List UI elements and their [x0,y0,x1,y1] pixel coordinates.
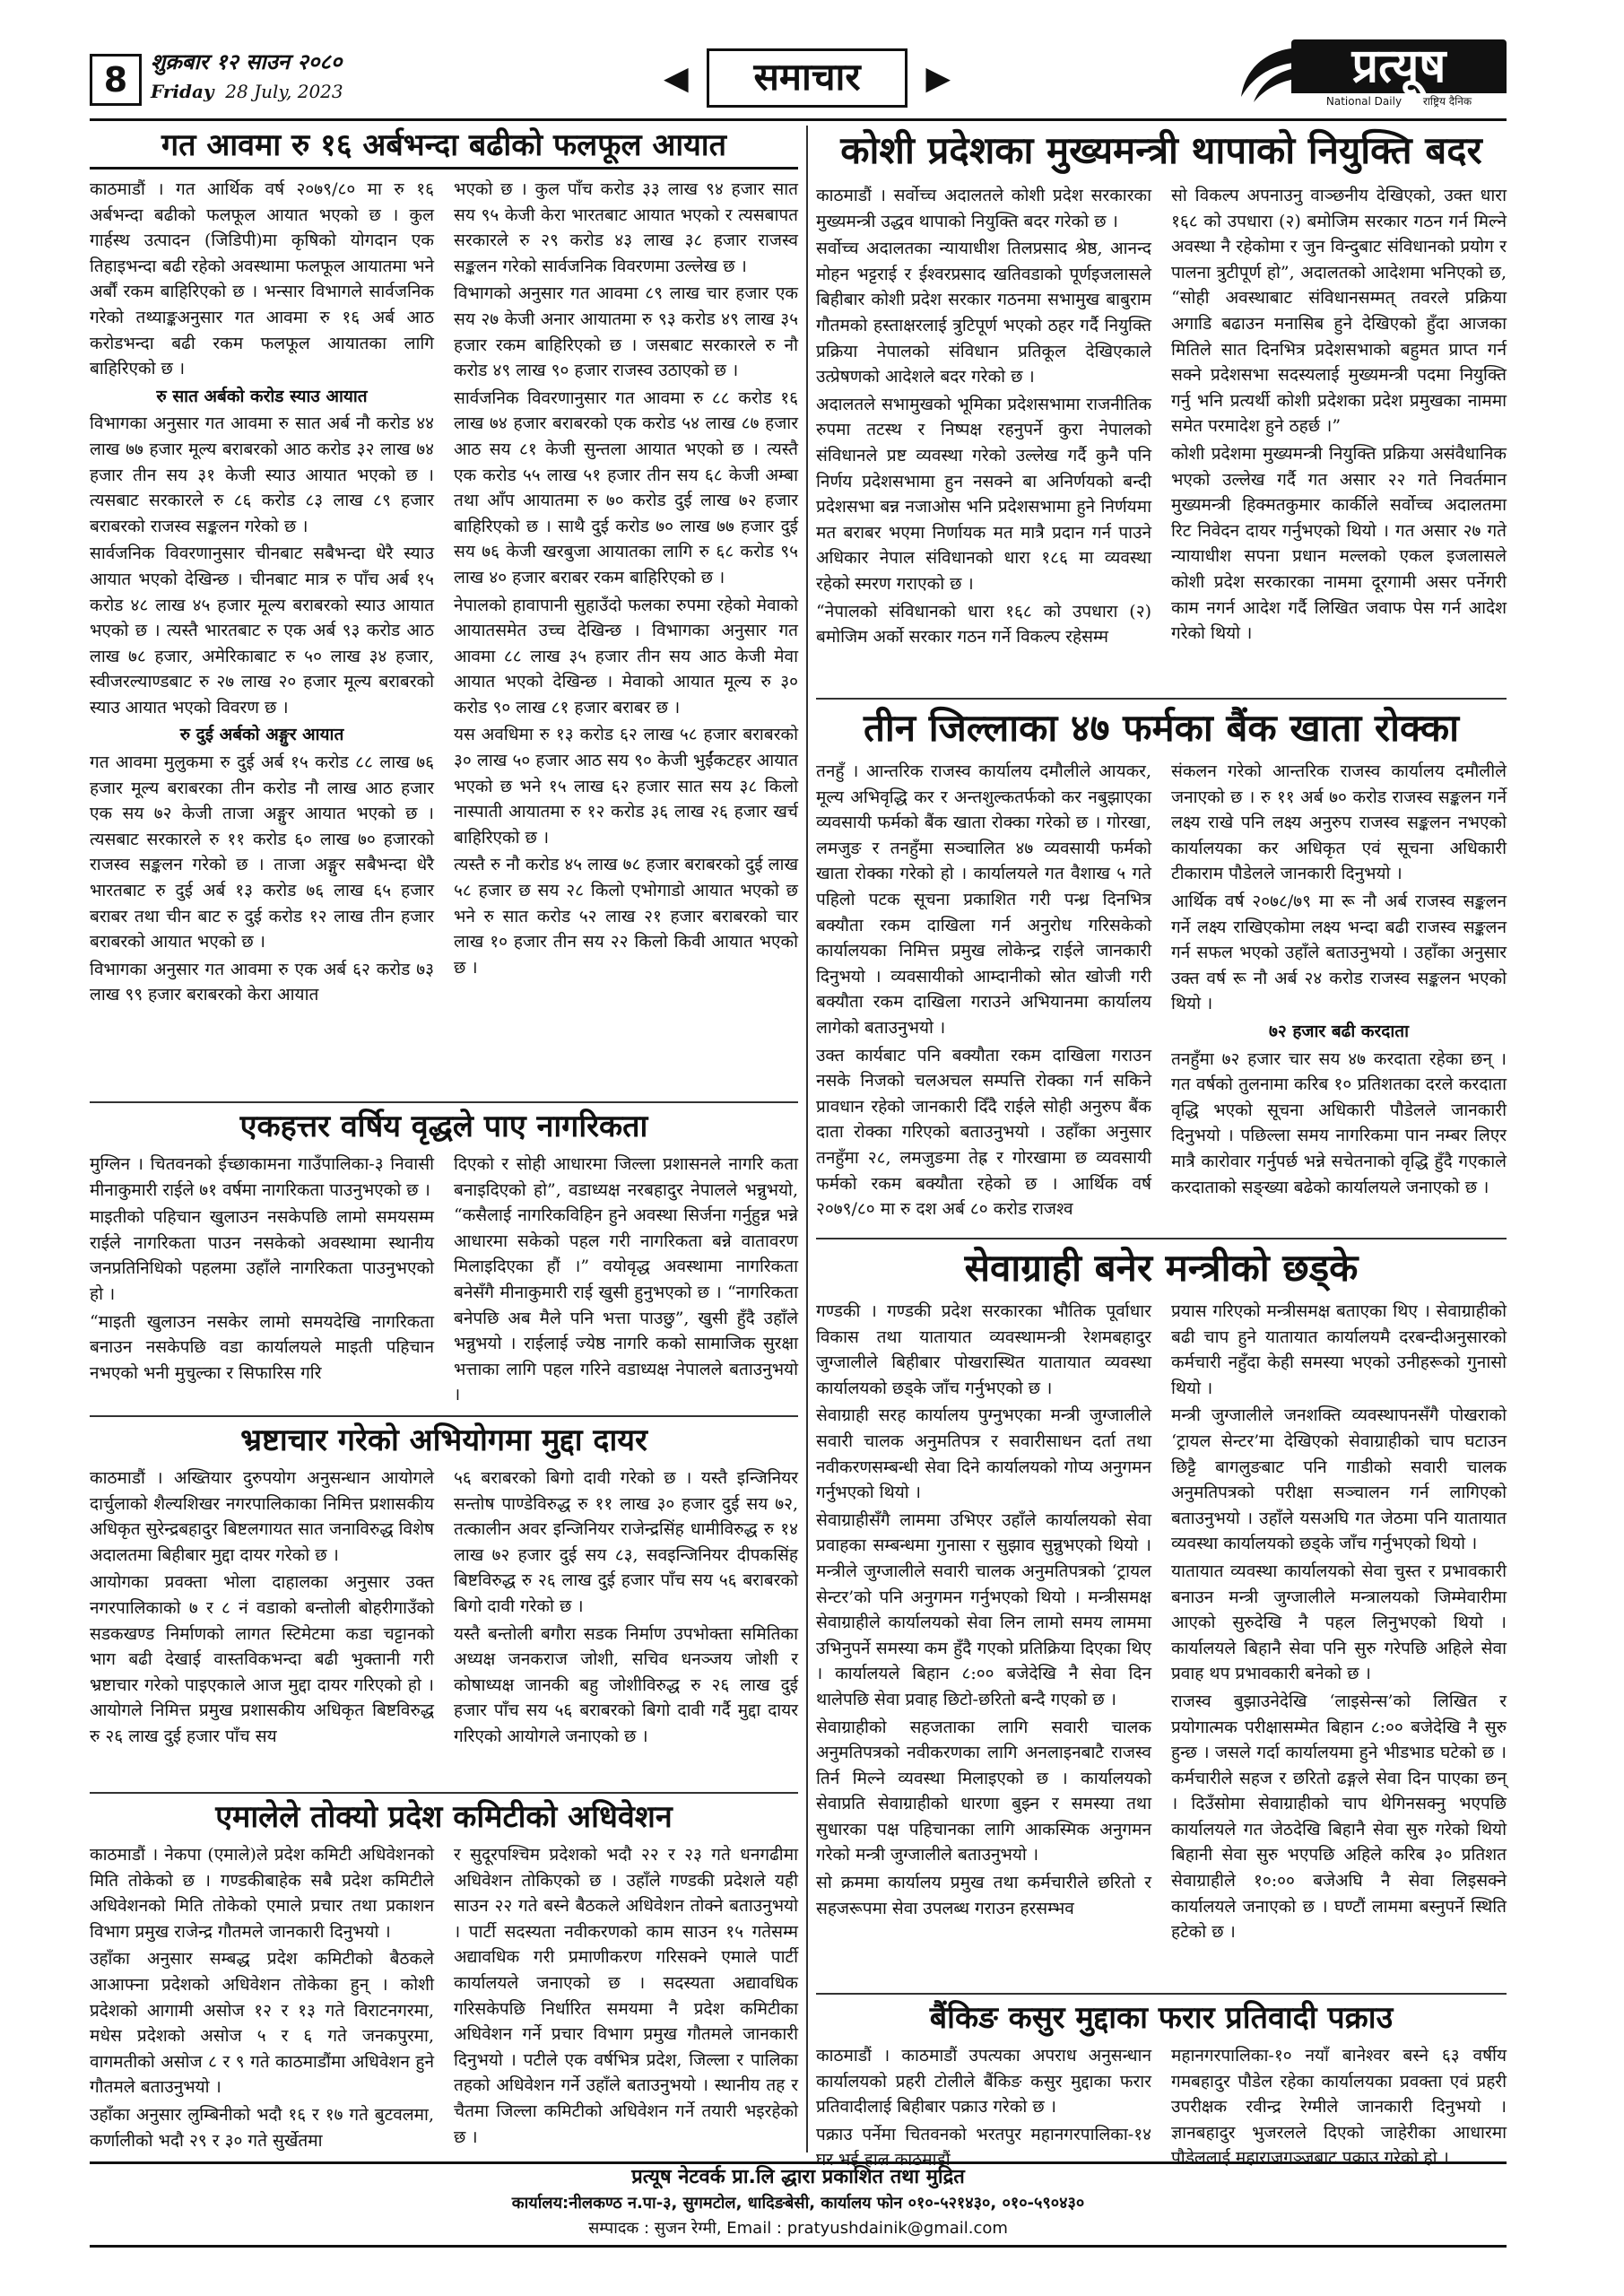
top-rule [90,118,1507,121]
paragraph: ५६ बराबरको बिगो दावी गरेको छ । यस्तै इन्जिनियर सन्तोष पाण्डेविरुद्ध रु ११ लाख ३० हजार दुई सय ७२, तत्कालीन अवर इन्जिनियर राजेन्द्रसिंह धामीविरुद्ध रु १४ लाख ७२ हजार दुई सय ८३, सवइन्जिनियर दीपकसिंह बिष्टविरुद्ध रु २६ लाख दुई हजार पाँच सय ५६ बराबरको बिगो दावी गरेको छ । [454,1468,798,1616]
paragraph: सार्वजनिक विवरणानुसार गत आवमा रु ८८ करोड १६ लाख ७४ हजार बराबरको एक करोड ५४ लाख ८७ हजार आठ सय ८१ केजी सुन्तला आयात भएको छ । त्यस्तै एक करोड ५५ लाख ५१ हजार तीन सय ६८ केजी अम्बा तथा आँप आयातमा रु ७० करोड दुई लाख ७२ हजार बाहिरिएको छ । साथै दुई करोड ७० लाख ७७ हजार दुई सय ७६ केजी खरबुजा आयातका लागि रु ६८ करोड ९५ लाख ४० हजार बराबर रकम बाहिरिएको छ । [454,387,798,587]
headline: गत आवमा रु १६ अर्बभन्दा बढीको फलफूल आयात [90,126,798,170]
section-rule [90,1101,798,1103]
article-citizenship [90,1107,798,1408]
article-bank-accounts [816,703,1507,1232]
article-column [454,1842,798,2155]
paragraph: काठमाडौं । काठमाडौं उपत्यका अपराध अनुसन्धान कार्यालयको प्रहरी टोलीले बैंकिङ कसुर मुद्दाका फरार प्रतिवादीलाई बिहीबार पक्राउ गरेको छ । [816,2046,1151,2118]
paragraph: यातायात व्यवस्था कार्यालयको सेवा चुस्त र प्रभावकारी बनाउन मन्त्री जुग्जालीले मन्त्रालयको जिम्मेवारीमा आएको सुरुदेखि नै पहल लिनुभएको थियो । कार्यालयले बिहानै सेवा पनि सुरु गरेपछि अहिले सेवा प्रवाह थप प्रभावकारी बनेको छ । [1171,1561,1507,1684]
paragraph: संकलन गरेको आन्तरिक राजस्व कार्यालय दमौलीले जनाएको छ । रु ११ अर्ब ७० करोड राजस्व सङ्कलन गर्ने लक्ष्य राखे पनि लक्ष्य अनुरुप राजस्व सङ्कलन नभएको कार्यालयका कर अधिकृत एवं सूचना अधिकारी टीकाराम पौडेलले जानकारी दिनुभयो । [1171,761,1507,884]
paragraph: “माइती खुलाउन नसकेर लामो समयदेखि नागरिकता बनाउन नसकेपछि वडा कार्यालयले माइती पहिचान नभएको भनी मुचुल्का र सिफारिस गरि [90,1311,434,1383]
paragraph: यस अवधिमा रु १३ करोड ६२ लाख ५८ हजार बराबरको ३० लाख ५० हजार आठ सय ९० केजी भुईंकटहर आयात भएको छ भने १५ लाख ६२ हजार सात सय ३८ किलो नास्पाती आयातमा रु १२ करोड ३६ लाख २६ हजार खर्च बाहिरिएको छ । [454,725,798,848]
paragraph: कोशी प्रदेशमा मुख्यमन्त्री नियुक्ति प्रक्रिया असंवैधानिक भएको उल्लेख गर्दै गत असार २२ गते निवर्तमान मुख्यमन्त्री हिक्मतकुमार कार्कीले सर्वोच्च अदालतमा रिट निवेदन दायर गर्नुभएको थियो । गत असार २७ गते न्यायाधीश सपना प्रधान मल्लको एकल इजलासले कोशी प्रदेश सरकारका नाममा दूरगामी असर पर्नेगरी काम नगर्न आदेश गर्दै लिखित जवाफ पेस गर्न आदेश गरेको थियो । [1171,443,1507,644]
paragraph: र सुदूरपश्चिम प्रदेशको भदौ २२ र २३ गते धनगढीमा अधिवेशन तोकिएको छ । उहाँले गण्डकी प्रदेशले यही साउन २२ गते बस्ने बैठकले अधिवेशन तोक्ने बताउनुभयो । पार्टी सदस्यता नवीकरणको काम साउन १५ गतेसम्म अद्यावधिक गरी प्रमाणीकरण गरिसक्ने एमाले पार्टी कार्यालयले जनाएको छ । सदस्यता अद्यावधिक गरिसकेपछि निर्धारित समयमा नै प्रदेश कमिटीका अधिवेशन गर्ने प्रचार विभाग प्रमुख गौतमले जानकारी दिनुभयो । पटीले एक वर्षभित्र प्रदेश, जिल्ला र पालिका तहको अधिवेशन गर्ने उहाँले बताउनुभयो । स्थानीय तह र चैतमा जिल्ला कमिटीको अधिवेशन गर्ने तयारी भइरहेको छ । [454,1845,798,2147]
article-column [90,1152,434,1410]
paragraph: माइतीको पहिचान खुलाउन नसकेपछि लामो समयसम्म राईले नागरिकता पाउन नसकेको अवस्थामा स्थानीय जनप्रतिनिधिको पहलमा उहाँले नागरिकता पाउनुभएको हो । [90,1207,434,1304]
paragraph: नेपालको हावापानी सुहाउँदो फलका रुपमा रहेको मेवाको आयातसमेत उच्च देखिन्छ । विभागका अनुसार गत आवमा ८८ लाख ३५ हजार तीन सय आठ केजी मेवा आयात भएको देखिन्छ । मेवाको आयात मूल्य रु ३० करोड ९० लाख ८१ हजार बराबर छ । [454,595,798,718]
headline: कोशी प्रदेशका मुख्यमन्त्री थापाको नियुक्ति बदर [840,128,1482,172]
headline: एमालेले तोक्यो प्रदेश कमिटीको अधिवेशन [215,1799,673,1835]
paragraph: सेवाग्राहीसँगै लाममा उभिएर उहाँले कार्यालयको सेवा प्रवाहका सम्बन्धमा गुनासा र सुझाव सुन्नुभएको थियो । मन्त्रीले जुग्जालीले सवारी चालक अनुमतिपत्रको ‘ट्रायल सेन्टर’को पनि अनुगमन गर्नुभएको थियो । मन्त्रीसमक्ष सेवाग्राहीले कार्यालयको सेवा लिन लामो समय लाममा उभिनुपर्ने समस्या कम हुँदै गएको प्रतिक्रिया दिएका थिए । कार्यालयले बिहान ८:०० बजेदेखि नै सेवा दिन थालेपछि सेवा प्रवाह छिटो-छरितो बन्दै गएको छ । [816,1509,1151,1709]
masthead [90,39,1507,113]
section-label [664,48,951,109]
article-column [816,183,1151,652]
paragraph: “नेपालको संविधानको धारा १६८ को उपधारा (२) बमोजिम अर्को सरकार गठन गर्ने विकल्प रहेसम्म [816,601,1151,648]
paragraph: सर्वोच्च अदालतका न्यायाधीश तिलप्रसाद श्रेष्ठ, आनन्द मोहन भट्टराई र ईश्वरप्रसाद खतिवडाको पूर्णइजलासले बिहीबार कोशी प्रदेश सरकार गठनमा सभामुख बाबुराम गौतमको हस्ताक्षरलाई त्रुटिपूर्ण भएको ठहर गर्दै नियुक्ति प्रक्रिया नेपालको संविधान प्रतिकूल देखिएकाले उत्प्रेषणको आदेशले बदर गरेको छ । [816,239,1151,387]
paragraph: यस्तै बन्तोली बगौरा सडक निर्माण उपभोक्ता समितिका अध्यक्ष जनकराज जोशी, सचिव धनञ्जय जोशी र कोषाध्यक्ष जानकी बहु जोशीविरुद्ध रु २६ लाख दुई हजार पाँच सय ५६ बराबरको बिगो दावी गर्दै मुद्दा दायर गरिएको आयोगले जनाएको छ । [454,1623,798,1746]
paragraph: विभागका अनुसार गत आवमा रु सात अर्ब नौ करोड ४४ लाख ७७ हजार मूल्य बराबरको आठ करोड ३२ लाख ७४ हजार तीन सय ३१ केजी स्याउ आयात भएको छ । त्यसबाट सरकारले रु ८६ करोड ८३ लाख ८९ हजार बराबरको राजस्व सङ्कलन गरेको छ । [90,413,434,536]
column-divider [806,126,808,2152]
footer-address: कार्यालय:नीलकण्ठ न.पा-३, सुगमटोल, धादिङबेसी, कार्यालय फोन ०१०-५२१४३०, ०१०-५९०४३० [511,2194,1085,2213]
day-english: Friday [151,81,214,102]
section-rule [816,698,1507,700]
paragraph: सेवाग्राही सरह कार्यालय पुग्नुभएका मन्त्री जुग्जालीले सवारी चालक अनुमतिपत्र र सवारीसाधन दर्ता तथा नवीकरणसम्बन्धी सेवा दिने कार्यालयको गोप्य अनुगमन गर्नुभएको थियो । [816,1405,1151,1503]
section-title: समाचार [707,48,908,108]
date-english-value: 28 July, 2023 [225,81,343,102]
paragraph: सो क्रममा कार्यालय प्रमुख तथा कर्मचारीले छरितो र सहजरूपमा सेवा उपलब्ध गराउन हरसम्भव [816,1873,1151,1918]
date-nepali: शुक्रबार १२ साउन २०८० [151,49,343,74]
headline: सेवाग्राही बनेर मन्त्रीको छड्के [964,1246,1359,1290]
section-rule [816,1238,1507,1239]
article-corruption [90,1421,798,1785]
headline: तीन जिल्लाका ४७ फर्मका बैंक खाता रोक्का [863,706,1459,750]
paragraph: उहाँका अनुसार लुम्बिनीको भदौ १६ र १७ गते बुटवलमा, कर्णालीको भदौ २९ र ३० गते सुर्खेतमा [90,2104,434,2151]
paragraph: पक्राउ पर्नेमा चितवनको भरतपुर महानगरपालिका-१४ घर भई हाल काठमाडौं [816,2124,1151,2170]
paragraph: सेवाग्राहीको सहजताका लागि सवारी चालक अनुमतिपत्रको नवीकरणका लागि अनलाइनबाटै राजस्व तिर्न मिल्ने व्यवस्था मिलाइएको छ । कार्यालयको सेवाप्रति सेवाग्राहीको धारणा बुझ्न र समस्या तथा सुधारका पक्ष पहिचानका लागि आकस्मिक अनुगमन गरेको मन्त्री जुग्जालीले बताउनुभयो । [816,1717,1151,1866]
article-column [816,1299,1151,1947]
article-column [816,2043,1151,2175]
paragraph: आयोगका प्रवक्ता भोला दाहालका अनुसार उक्त नगरपालिकाको ७ र ८ नं वडाको बन्तोली बोहरीगाउँको सडकखण्ड निर्माणको लागत स्टिमेटमा कडा चट्टानको भाग बढी देखाई वास्तविकभन्दा बढी भुक्तानी गरी भ्रष्टाचार गरेको पाइएकाले आज मुद्दा दायर गरिएको हो । आयोगले निमित्त प्रमुख प्रशासकीय अधिकृत बिष्टविरुद्ध रु २६ लाख दुई हजार पाँच सय [90,1572,434,1746]
logo-sub-en: National Daily [1325,95,1403,108]
paragraph: विभागको अनुसार गत आवमा ८९ लाख चार हजार एक सय २७ केजी अनार आयातमा रु ९३ करोड ४९ लाख ३५ हजार रकम बाहिरिएको छ । जसबाट सरकारले रु नौ करोड ४९ लाख ९० हजार राजस्व उठाएको छ । [454,283,798,381]
paragraph: गण्डकी । गण्डकी प्रदेश सरकारका भौतिक पूर्वाधार विकास तथा यातायात व्यवस्थामन्त्री रेशमबहादुर जुग्जालीले बिहीबार पोखरास्थित यातायात व्यवस्था कार्यालयको छड्के जाँच गर्नुभएको छ । [816,1301,1151,1398]
paragraph: प्रयास गरिएको मन्त्रीसमक्ष बताएका थिए । सेवाग्राहीको बढी चाप हुने यातायात कार्यालयमै दरबन्दीअनुसारको कर्मचारी नहुँदा केही समस्या भएको उनीहरूको गुनासो थियो । [1171,1301,1507,1398]
paragraph: भएको छ । कुल पाँच करोड ३३ लाख ९४ हजार सात सय ९५ केजी केरा भारतबाट आयात भएको र त्यसबापत सरकारले रु २९ करोड ४३ लाख ३८ हजार राजस्व सङ्कलन गरेको सार्वजनिक विवरणमा उल्लेख छ । [454,179,798,276]
paragraph: मुग्लिन । चितवनको ईच्छाकामना गाउँपालिका-३ निवासी मीनाकुमारी राईले ७१ वर्षमा नागरिकता पाउनुभएको छ । [90,1154,434,1200]
logo-sub-np: राष्ट्रिय दैनिक [1422,95,1472,108]
section-rule [816,1993,1507,1995]
newspaper-logo [1238,39,1507,109]
paragraph: सो विकल्प अपनाउनु वाञ्छनीय देखिएको, उक्त धारा १६८ को उपधारा (२) बमोजिम सरकार गठन गर्न मिल्ने अवस्था नै रहेकोमा र जुन विन्दुबाट संविधानको प्रयोग र पालना त्रुटीपूर्ण हो”, अदालतको आदेशमा भनिएको छ, “सोही अवस्थाबाट संविधानसम्मत् तवरले प्रक्रिया अगाडि बढाउन मनासिब हुने देखिएको हुँदा आजका मितिले सात दिनभित्र प्रदेशसभाको बहुमत प्राप्त गर्न सक्ने प्रदेशसभा सदस्यलाई मुख्यमन्त्री पदमा नियुक्ति गर्नु भनि प्रत्यर्थी कोशी प्रदेशका प्रदेश प्रमुखका नाममा समेत परमादेश हुने ठहर्छ ।” [1171,186,1507,437]
paragraph: विभागका अनुसार गत आवमा रु एक अर्ब ६२ करोड ७३ लाख ९९ हजार बराबरको केरा आयात [90,959,434,1005]
footer-editor: सम्पादक : सुजन रेग्मी, Email : pratyushdainik@gmail.com [588,2219,1008,2238]
paragraph: दिएको र सोही आधारमा जिल्ला प्रशासनले नागरि कता बनाइदिएको हो”, वडाध्यक्ष नरबहादुर नेपालले भन्नुभयो, “कसैलाई नागरिकविहिन हुने अवस्था सिर्जना गर्नुहुन्न भन्ने आधारमा सकेको पहल गरी नागरिकता बन्ने वातावरण मिलाइदिएका हौं ।” वयोवृद्ध अवस्थामा नागरिकता बनेसँगै मीनाकुमारी राई खुसी हुनुभएको छ । “नागरिकता बनेपछि अब मैले पनि भत्ता पाउछु”, खुसी हुँदै उहाँले भन्नुभयो । राईलाई ज्येष्ठ नागरि कको सामाजिक सुरक्षा भत्ताका लागि पहल गरिने वडाध्यक्ष नेपालले बताउनुभयो । [454,1154,798,1405]
article-column [90,1842,434,2155]
headline: एकहत्तर वर्षिय वृद्धले पाए नागरिकता [239,1109,648,1144]
paragraph: राजस्व बुझाउनेदेखि ‘लाइसेन्स’को लिखित र प्रयोगात्मक परीक्षासम्मेत बिहान ८:०० बजेदेखि नै सुरु हुन्छ । जसले गर्दा कार्यालयमा हुने भीडभाड घटेको छ । कर्मचारीले सहज र छरितो ढङ्गले सेवा दिन पाएका छन् । दिउँसोमा सेवाग्राहीको चाप थेगिनसक्नु भएपछि कार्यालयले गत जेठदेखि बिहानै सेवा सुरु गरेको थियो बिहानी सेवा सुरु भएपछि अहिले करिब ३० प्रतिशत सेवाग्राहीले १०:०० बजेअघि नै सेवा लिइसक्ने कार्यालयले जनाएको छ । घण्टौं लाममा बस्नुपर्ने स्थिति हटेको छ । [1171,1691,1507,1943]
article-column [1171,1299,1507,1947]
paragraph: आर्थिक वर्ष २०७८/७९ मा रू नौ अर्ब राजस्व सङ्कलन गर्ने लक्ष्य राखिएकोमा लक्ष्य भन्दा बढी राजस्व सङ्कलन गर्न सफल भएको उहाँले बताउनुभयो । उहाँका अनुसार उक्त वर्ष रू नौ अर्ब २४ करोड राजस्व सङ्कलन भएको थियो । [1171,891,1507,1014]
paragraph: सार्वजनिक विवरणानुसार चीनबाट सबैभन्दा धेरै स्याउ आयात भएको देखिन्छ । चीनबाट मात्र रु पाँच अर्ब १५ करोड ४८ लाख ४५ हजार मूल्य बराबरको स्याउ आयात भएको छ । त्यस्तै भारतबाट रु एक अर्ब ९३ करोड आठ लाख ७८ हजार, अमेरिकाबाट रु ५० लाख ३४ हजार, स्वीजरल्याण्डबाट रु २७ लाख २० हजार मूल्य बराबरको स्याउ आयात भएको विवरण छ । [90,544,434,718]
subheading: रु सात अर्बको करोड स्याउ आयात [156,386,368,406]
article-service-seeker [816,1243,1507,1987]
page-number: 8 [90,54,142,106]
headline: भ्रष्टाचार गरेको अभियोगमा मुद्दा दायर [240,1422,647,1458]
article-column [1171,759,1507,1224]
left-arrow-icon: ◀ [664,60,689,97]
publisher-footer [90,2161,1507,2248]
article-column [1171,2043,1507,2175]
article-column [454,1152,798,1410]
headline: बैंकिङ कसुर मुद्दाका फरार प्रतिवादी पक्राउ [929,2000,1394,2036]
date-english [151,77,527,106]
section-rule [90,1415,798,1417]
paragraph: काठमाडौं । सर्वोच्च अदालतले कोशी प्रदेश सरकारका मुख्यमन्त्री उद्धव थापाको नियुक्ति बदर गरेको छ । [816,186,1151,231]
article-column [454,177,798,1010]
paragraph: उक्त कार्यबाट पनि बक्यौता रकम दाखिला गराउन नसके निजको चलअचल सम्पत्ति रोक्का गर्न सकिने प्रावधान रहेको जानकारी दिँदै राईले सोही अनुरुप बैंक दाता रोक्का गरिएको बताउनुभयो । उहाँका अनुसार तनहुँमा २८, लमजुङमा तेह्र र गोरखामा छ व्यवसायी फर्मको रकम बक्यौता रहेको छ । आर्थिक वर्ष २०७९/८० मा रु दश अर्ब ८० करोड राजश्व [816,1045,1151,1220]
article-column [90,177,434,1010]
paragraph: गत आवमा मुलुकमा रु दुई अर्ब १५ करोड ८८ लाख ७६ हजार मूल्य बराबरका तीन करोड नौ लाख आठ हजार एक सय ७२ केजी ताजा अङ्गुर आयात भएको छ । त्यसबाट सरकारले रु ११ करोड ६० लाख ७० हजारको राजस्व सङ्कलन गरेको छ । ताजा अङ्गुर सबैभन्दा धेरै भारतबाट रु दुई अर्ब १३ करोड ७६ लाख ६५ हजार बराबर तथा चीन बाट रु दुई करोड १२ लाख तीन हजार बराबरको आयात भएको छ । [90,752,434,952]
subheading: रु दुई अर्बको अङ्गुर आयात [179,725,344,745]
paragraph: त्यस्तै रु नौ करोड ४५ लाख ७८ हजार बराबरको दुई लाख ५८ हजार छ सय २८ किलो एभोगाडो आयात भएको छ भने रु सात करोड ५२ लाख २१ हजार बराबरको चार लाख १० हजार तीन सय २२ किलो किवी आयात भएको छ । [454,855,798,978]
paragraph: अदालतले सभामुखको भूमिका प्रदेशसभामा राजनीतिक रुपमा तटस्थ र निष्पक्ष रहनुपर्ने कुरा नेपालको संविधानले प्रष्ट व्यवस्था गरेको उल्लेख गर्दै कुनै पनि निर्णय प्रदेशसभामा हुन नसक्ने बा अनिर्णयको बन्दी प्रदेशसभा बन्न नजाओस भनि प्रदेशसभामा हुने निर्णयमा मत बराबर भएमा निर्णायक मत मात्रै प्रदान गर्न पाउने अधिकार नेपाल संविधानको धारा १८६ मा व्यवस्था रहेको स्मरण गराएको छ । [816,394,1151,594]
article-column [816,759,1151,1224]
paragraph: तनहुँ । आन्तरिक राजस्व कार्यालय दमौलीले आयकर, मूल्य अभिवृद्धि कर र अन्तशुल्कतर्फको कर नबुझाएका व्यवसायी फर्मको बैंक खाता रोक्का गरेको छ । गोरखा, लमजुङ र तनहुँमा सञ्चालित ४७ व्यवसायी फर्मको खाता रोक्का गरेको हो । कार्यालयले गत वैशाख ५ गते पहिलो पटक सूचना प्रकाशित गरी पन्ध्र दिनभित्र बक्यौता रकम दाखिला गर्न अनुरोध गरिसकेको कार्यालयका निमित्त प्रमुख लोकेन्द्र राईले जानकारी दिनुभयो । व्यवसायीको आम्दानीको स्रोत खोजी गरी बक्यौता रकम दाखिला गराउने अभियानमा कार्यालय लागेको बताउनुभयो । [816,761,1151,1038]
paragraph: उहाँका अनुसार सम्बद्ध प्रदेश कमिटीको बैठकले आआफ्ना प्रदेशको अधिवेशन तोकेका हुन् । कोशी प्रदेशको आगामी असोज १२ र १३ गते विराटनगरमा, मधेस प्रदेशको असोज ५ र ६ गते जनकपुरमा, वागमतीको असोज ८ र ९ गते काठमाडौंमा अधिवेशन हुने गौतमले बताउनुभयो । [90,1949,434,2098]
logo-name: प्रत्यूष [1291,39,1507,93]
paragraph: महानगरपालिका-१० नयाँ बानेश्वर बस्ने ६३ वर्षीय गमबहादुर पौडेल रहेका कार्यालयका प्रवक्ता एवं प्रहरी उपरीक्षक रवीन्द्र रेग्मीले जानकारी दिनुभयो । ज्ञानबहादुर भुजरलले दिएको जाहेरीका आधारमा पौडेललाई महाराजगञ्जबाट पक्राउ गरेको हो । [1171,2046,1507,2169]
article-column [454,1465,798,1752]
article-banking-arrest [816,1998,1507,2170]
paragraph: काठमाडौं । गत आर्थिक वर्ष २०७९/८० मा रु १६ अर्बभन्दा बढीको फलफूल आयात भएको छ । कुल गार्हस्थ उत्पादन (जिडिपी)मा कृषिको योगदान एक तिहाइभन्दा बढी रहेको अवस्थामा फलफूल आयातमा भने अर्बौं रकम बाहिरिएको छ । भन्सार विभागले सार्वजनिक गरेको तथ्याङ्कअनुसार गत आवमा रु १६ अर्ब आठ करोडभन्दा बढी रकम फलफूल आयातका लागि बाहिरिएको छ । [90,179,434,379]
paragraph: काठमाडौं । अख्तियार दुरुपयोग अनुसन्धान आयोगले दार्चुलाको शैल्यशिखर नगरपालिकाका निमित्त प्रशासकीय अधिकृत सुरेन्द्रबहादुर बिष्टलगायत सात जनाविरुद्ध विशेष अदालतमा बिहीबार मुद्दा दायर गरेको छ । [90,1468,434,1565]
article-uml [90,1797,798,2156]
section-rule [90,1792,798,1794]
date-box [151,47,527,111]
subheading: ७२ हजार बढी करदाता [1268,1021,1410,1041]
article-koshi [816,126,1507,692]
right-arrow-icon: ▶ [925,60,951,97]
article-fruit-import [90,126,798,1094]
article-column [90,1465,434,1752]
paragraph: तनहुँमा ७२ हजार चार सय ४७ करदाता रहेका छन् । गत वर्षको तुलनामा करिब १० प्रतिशतका दरले करदाता वृद्धि भएको सूचना अधिकारी पौडेलले जानकारी दिनुभयो । पछिल्ला समय नागरिकमा पान नम्बर लिएर मात्रै कारोवार गर्नुपर्छ भन्ने सचेतनाको वृद्धि हुँदै गएकाले करदाताको सङ्ख्या बढेको कार्यालयले जनाएको छ । [1171,1048,1507,1197]
paragraph: मन्त्री जुग्जालीले जनशक्ति व्यवस्थापनसँगै पोखराको ‘ट्रायल सेन्टर’मा देखिएको सेवाग्राहीको चाप घटाउन छिट्टै बागलुङबाट पनि गाडीको सवारी चालक अनुमतिपत्रको परीक्षा सञ्चालन गर्न लागिएको बताउनुभयो । उहाँले यसअघि गत जेठमा पनि यातायात व्यवस्था कार्यालयको छड्के जाँच गर्नुभएको थियो । [1171,1405,1507,1554]
logo-subtitle [1291,93,1507,109]
paragraph: काठमाडौं । नेकपा (एमाले)ले प्रदेश कमिटी अधिवेशनको मिति तोकेको छ । गण्डकीबाहेक सबै प्रदेश कमिटीले अधिवेशनको मिति तोकेको एमाले प्रचार तथा प्रकाशन विभाग प्रमुख राजेन्द्र गौतमले जानकारी दिनुभयो । [90,1845,434,1942]
article-column [1171,183,1507,652]
footer-publisher: प्रत्यूष नेटवर्क प्रा.लि द्धारा प्रकाशित तथा मुद्रित [631,2166,965,2188]
